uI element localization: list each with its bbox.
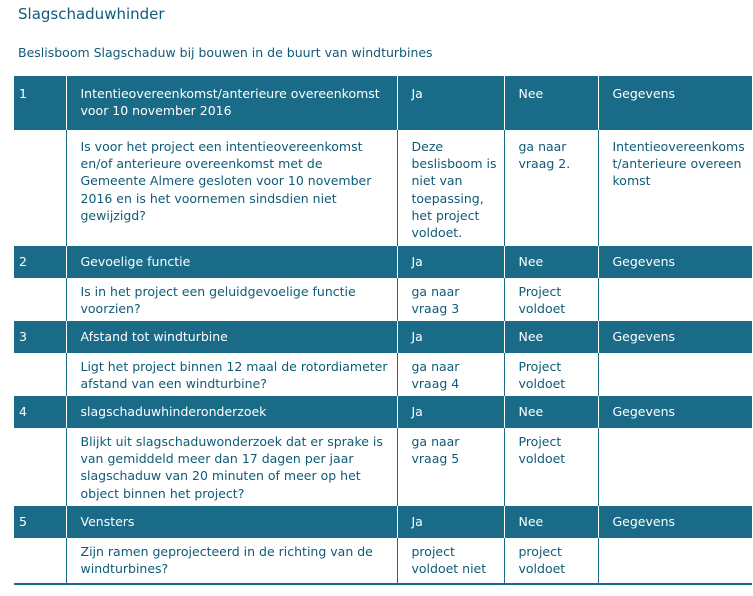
column-ja: Ja xyxy=(397,396,504,428)
question-cell: Blijkt uit slagschaduwonderzoek dat er sprake is van gemiddeld meer dan 17 dagen per jaar slagschaduw van 20 minuten of meer op het object binnen het project? xyxy=(66,428,397,506)
answer-ja-cell: project voldoet niet xyxy=(397,538,504,584)
column-nee: Nee xyxy=(504,321,598,353)
answer-gegevens-cell xyxy=(598,353,752,396)
column-gegevens: Gegevens xyxy=(598,321,752,353)
empty-cell xyxy=(14,428,66,506)
answer-gegevens-cell xyxy=(598,278,752,321)
column-nee: Nee xyxy=(504,246,598,278)
empty-cell xyxy=(14,353,66,396)
answer-ja-cell: Deze beslisboom is niet van toepassing, het project voldoet. xyxy=(397,130,504,246)
question-cell: Is voor het project een intentieovereenkomst en/of anterieure overeenkomst met de Gemeente Almere gesloten voor 10 november 2016 en is het voornemen sindsdien niet gewijzigd? xyxy=(66,130,397,246)
column-gegevens: Gegevens xyxy=(598,506,752,538)
table-header-row xyxy=(14,396,752,428)
answer-nee-cell: Project voldoet xyxy=(504,428,598,506)
step-number: 3 xyxy=(14,321,66,353)
column-gegevens: Gegevens xyxy=(598,396,752,428)
table-row xyxy=(14,353,752,396)
step-topic: Vensters xyxy=(66,506,397,538)
answer-nee-cell: Project voldoet xyxy=(504,353,598,396)
column-nee: Nee xyxy=(504,396,598,428)
table-row xyxy=(14,130,752,246)
page-title: Slagschaduwhinder xyxy=(18,5,165,23)
step-topic: Gevoelige functie xyxy=(66,246,397,278)
answer-gegevens-cell xyxy=(598,538,752,584)
table-header-row xyxy=(14,76,752,130)
step-number: 4 xyxy=(14,396,66,428)
question-cell: Zijn ramen geprojecteerd in de richting van de windturbines? xyxy=(66,538,397,584)
column-ja: Ja xyxy=(397,246,504,278)
answer-ja-cell: ga naar vraag 5 xyxy=(397,428,504,506)
answer-gegevens-cell: Intentieovereenkomst/anterieure overeenkomst xyxy=(598,130,752,246)
column-nee: Nee xyxy=(504,506,598,538)
column-ja: Ja xyxy=(397,76,504,130)
answer-nee-cell: ga naar vraag 2. xyxy=(504,130,598,246)
empty-cell xyxy=(14,278,66,321)
table-header-row xyxy=(14,246,752,278)
step-topic: Intentieovereenkomst/anterieure overeenkomst voor 10 november 2016 xyxy=(66,76,397,130)
step-number: 1 xyxy=(14,76,66,130)
table-header-row xyxy=(14,321,752,353)
decision-tree-table xyxy=(14,76,752,585)
empty-cell xyxy=(14,538,66,584)
column-gegevens: Gegevens xyxy=(598,76,752,130)
step-topic: slagschaduwhinderonderzoek xyxy=(66,396,397,428)
column-gegevens: Gegevens xyxy=(598,246,752,278)
column-ja: Ja xyxy=(397,506,504,538)
question-cell: Is in het project een geluidgevoelige functie voorzien? xyxy=(66,278,397,321)
table-row xyxy=(14,428,752,506)
answer-nee-cell: Project voldoet xyxy=(504,278,598,321)
table-caption: Beslisboom Slagschaduw bij bouwen in de buurt van windturbines xyxy=(18,45,433,60)
step-topic: Afstand tot windturbine xyxy=(66,321,397,353)
step-number: 2 xyxy=(14,246,66,278)
column-nee: Nee xyxy=(504,76,598,130)
empty-cell xyxy=(14,130,66,246)
column-ja: Ja xyxy=(397,321,504,353)
answer-ja-cell: ga naar vraag 3 xyxy=(397,278,504,321)
answer-nee-cell: project voldoet xyxy=(504,538,598,584)
step-number: 5 xyxy=(14,506,66,538)
table-header-row xyxy=(14,506,752,538)
answer-ja-cell: ga naar vraag 4 xyxy=(397,353,504,396)
table-row xyxy=(14,538,752,584)
question-cell: Ligt het project binnen 12 maal de rotordiameter afstand van een windturbine? xyxy=(66,353,397,396)
answer-gegevens-cell xyxy=(598,428,752,506)
table-row xyxy=(14,278,752,321)
